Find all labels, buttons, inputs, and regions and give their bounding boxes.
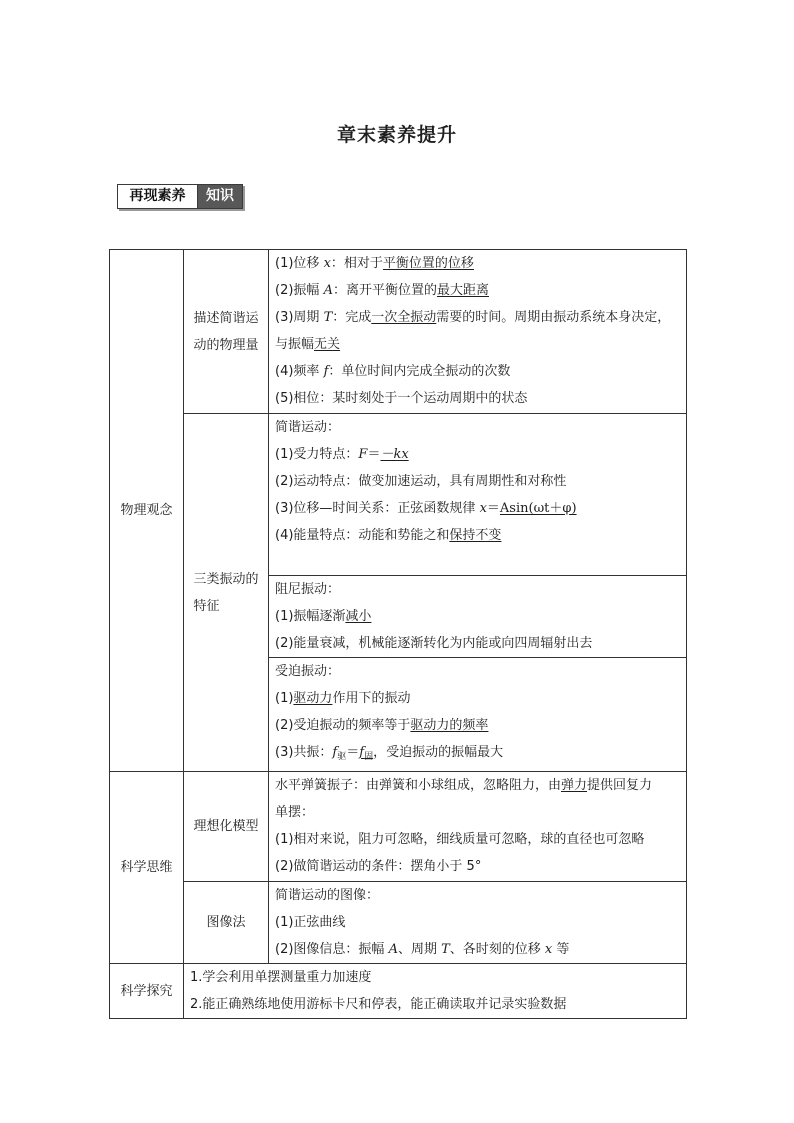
content-line-displacement [275,250,680,277]
text-segment: ＝ [486,501,500,516]
underlined-key-term: 驱动力 [293,691,333,706]
section-badge-left: 再现素养 [118,185,198,208]
text-segment: ：相对于 [330,256,383,271]
text-segment: (3)位移—时间关系：正弦函数规律 [275,501,480,516]
content-line-sine-curve [275,909,680,936]
text-segment: 单摆： [275,805,315,820]
text-segment: 、各时刻的位移 [449,942,545,957]
text-segment: (2)运动特点：做变加速运动，具有周期性和对称性 [275,474,567,489]
subscript-drive: 驱 [337,752,347,762]
content-line-amplitude-decrease [275,603,680,630]
subcategory-vibrations [184,414,269,772]
content-line-pendulum-assumptions [275,826,680,853]
text-segment: 1.学会利用单摆测量重力加速度 [190,970,372,985]
underlined-key-term: 最大距离 [436,283,489,298]
text-segment: ＝ [367,447,381,462]
content-line-inquiry-2 [190,991,680,1018]
text-segment: (3)共振： [275,745,333,760]
content-damped [269,576,687,658]
text-segment: 与振幅 [275,337,315,352]
content-line-graph-info [275,936,680,963]
subcategory-label: 理想化模型 [193,819,259,834]
text-segment: 作用下的振动 [332,691,411,706]
underlined-formula: －kx [380,447,409,462]
variable-x: x [479,501,487,516]
content-graph-method [269,882,687,964]
variable-t: T [441,942,450,957]
text-segment: (4)频率 [275,364,324,379]
text-segment: 简谐运动的图像： [275,888,380,903]
variable-f-drive: f [332,745,338,760]
text-segment: ＝ [346,745,360,760]
text-segment: (2)图像信息：振幅 [275,942,389,957]
content-line-frequency [275,358,680,385]
content-heading: 简谐运动： [275,420,341,435]
content-heading: 受迫振动： [275,664,341,679]
content-line-motion [275,468,680,495]
section-badge-right: 知识 [198,185,242,208]
category-scientific-inquiry [110,964,184,1019]
summary-table [109,249,687,1019]
text-segment: (5)相位：某时刻处于一个运动周期中的状态 [275,391,528,406]
content-heading: 阻尼振动： [275,582,341,597]
underlined-formula: Asin(ωt＋φ) [499,501,577,516]
underlined-natural-frequency [359,745,373,760]
content-line-energy-decay [275,630,680,657]
text-segment: (1)相对来说，阻力可忽略，细线质量可忽略，球的直径也可忽略 [275,832,645,847]
subcategory-quantities [184,250,269,414]
text-segment: (2)能量衰减，机械能逐渐转化为内能或向四周辐射出去 [275,636,593,651]
content-line-driving-force [275,685,680,712]
subcategory-label: 三类振动的特征 [193,571,259,614]
text-segment: ：单位时间内完成全振动的次数 [328,364,511,379]
text-segment: (1)位移 [275,256,324,271]
content-line-displacement-time [275,495,680,522]
content-line-period [275,304,680,358]
text-segment: 等 [552,942,570,957]
text-segment: (3)周期 [275,310,324,325]
underlined-key-term: 无关 [314,337,341,352]
text-segment: (4)能量特点：动能和势能之和 [275,528,450,543]
content-line-spring-oscillator [275,772,680,799]
content-line-inquiry-1 [190,964,680,991]
category-label: 科学探究 [120,983,173,999]
variable-f-force: F [358,447,368,462]
content-quantities [269,250,687,414]
table-row [110,772,687,882]
content-heading [275,882,680,909]
content-forced [269,658,687,772]
content-ideal-model [269,772,687,882]
table-row [110,414,687,576]
table-row [110,964,687,1019]
variable-x: x [544,942,553,957]
variable-a: A [388,942,398,957]
content-scientific-inquiry [184,964,687,1019]
text-segment: 2.能正确熟练地使用游标卡尺和停表，能正确读取并记录实验数据 [190,997,567,1012]
text-segment: ：完成 [332,310,372,325]
text-segment: 水平弹簧振子：由弹簧和小球组成，忽略阻力，由 [275,778,562,793]
text-segment: (1)正弦曲线 [275,915,346,930]
subscript-natural: 固 [364,752,374,762]
page-title: 章末素养提升 [336,124,457,146]
underlined-key-term: 驱动力的频率 [410,718,489,733]
variable-a: A [323,283,333,298]
underlined-key-term: 平衡位置的位移 [382,256,474,271]
subcategory-ideal-model [184,772,269,882]
content-line-pendulum [275,799,680,826]
content-line-phase [275,385,680,412]
underlined-key-term: 保持不变 [449,528,502,543]
text-segment: (2)做简谐运动的条件：摆角小于 5° [275,859,482,874]
text-segment: ：离开平衡位置的 [332,283,437,298]
content-line-force [275,441,680,468]
text-segment: (1)受力特点： [275,447,359,462]
text-segment: ，受迫振动的振幅最大 [373,745,504,760]
content-line-forced-frequency [275,712,680,739]
subcategory-label: 描述简谐运动的物理量 [193,310,259,353]
underlined-key-term: 弹力 [561,778,588,793]
category-scientific-thinking [110,772,184,964]
underlined-key-term: 减小 [345,609,372,624]
text-segment: (2)振幅 [275,283,324,298]
category-label: 科学思维 [120,860,173,875]
content-line-amplitude [275,277,680,304]
variable-x: x [323,256,331,271]
variable-f-natural: f [359,745,365,760]
text-segment: (2)受迫振动的频率等于 [275,718,411,733]
text-segment: 提供回复力 [587,778,653,793]
table-row [110,882,687,964]
content-line-resonance [275,739,680,771]
content-line-energy [275,522,680,549]
subcategory-graph-method [184,882,269,964]
table-row [110,250,687,414]
text-segment: 、周期 [397,942,442,957]
variable-t: T [323,310,333,325]
underlined-key-term: 一次全振动 [371,310,437,325]
text-segment: 需要的时间。周期由振动系统本身决定， [436,310,671,325]
category-physical-concept [110,250,184,772]
category-label: 物理观念 [120,503,173,518]
variable-f: f [323,364,329,379]
text-segment: (1) [275,691,294,706]
text-segment: (1)振幅逐渐 [275,609,346,624]
content-simple-harmonic [269,414,687,576]
section-badge [117,184,243,209]
subcategory-label: 图像法 [206,915,246,930]
content-line-pendulum-condition [275,853,680,880]
